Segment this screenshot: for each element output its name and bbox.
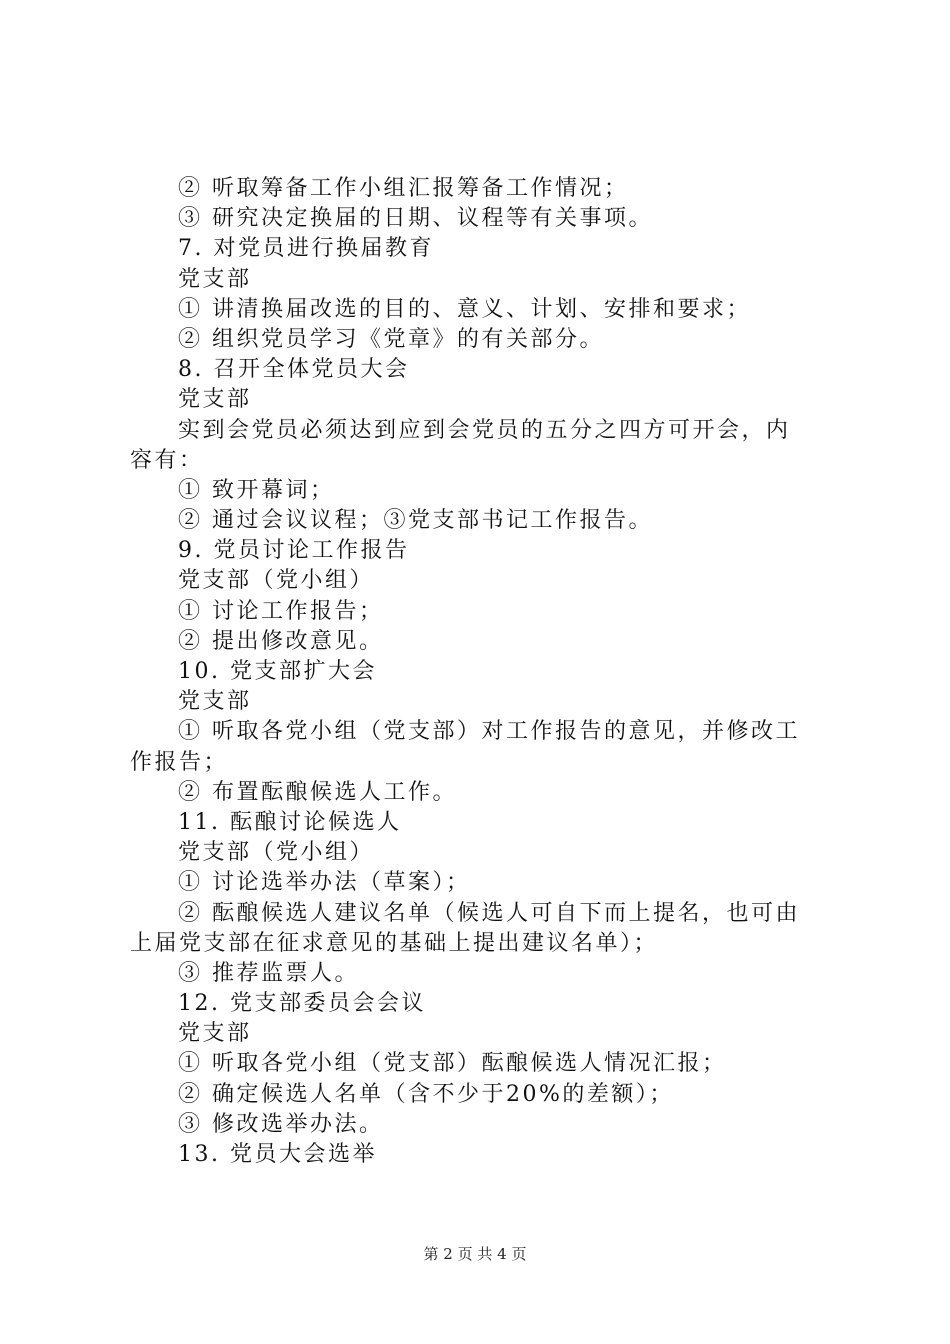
document-body	[130, 174, 830, 1170]
text-line: ① 听取各党小组（党支部）对工作报告的意见，并修改工	[178, 719, 800, 745]
text-line: ① 致开幕词；	[178, 477, 335, 503]
text-line: 10. 党支部扩大会	[178, 659, 377, 684]
text-line: ② 通过会议议程；③党支部书记工作报告。	[178, 508, 653, 534]
text-line: 9. 党员讨论工作报告	[178, 538, 410, 564]
text-line: ③ 推荐监票人。	[178, 960, 359, 986]
text-line: ② 布置酝酿候选人工作。	[178, 779, 457, 805]
text-line: 实到会党员必须达到应到会党员的五分之四方可开会，内	[178, 417, 791, 443]
text-line: 7. 对党员进行换届教育	[178, 236, 434, 262]
text-line: ② 提出修改意见。	[178, 628, 384, 654]
text-line: ① 讨论选举办法（草案）；	[178, 870, 471, 896]
text-line: ③ 研究决定换届的日期、议程等有关事项。	[178, 206, 653, 232]
text-line: 党支部	[178, 387, 252, 413]
text-line: 党支部	[178, 689, 252, 715]
text-line: ③ 修改选举办法。	[178, 1111, 384, 1137]
text-line: 8. 召开全体党员大会	[178, 357, 410, 383]
text-line: 党支部（党小组）	[178, 568, 375, 594]
text-line: 作报告；	[130, 749, 229, 775]
text-line: ① 讲清换届改选的目的、意义、计划、安排和要求；	[178, 296, 751, 322]
text-line: 党支部（党小组）	[178, 840, 375, 866]
text-line: ② 酝酿候选人建议名单（候选人可自下而上提名，也可由	[178, 900, 800, 926]
text-line: 上届党支部在征求意见的基础上提出建议名单）；	[130, 930, 659, 956]
text-line: 党支部	[178, 1021, 252, 1047]
text-line: ① 听取各党小组（党支部）酝酿候选人情况汇报；	[178, 1051, 727, 1077]
text-line: 11. 酝酿讨论候选人	[178, 809, 402, 835]
text-line: ② 确定候选人名单（含不少于20%的差额）；	[178, 1081, 674, 1107]
text-line: 13. 党员大会选举	[178, 1142, 377, 1167]
text-line: ① 讨论工作报告；	[178, 598, 384, 624]
text-line: 容有：	[130, 447, 204, 473]
text-line: 12. 党支部委员会会议	[178, 991, 426, 1017]
text-line: ② 组织党员学习《党章》的有关部分。	[178, 326, 604, 352]
text-line: 党支部	[178, 266, 252, 292]
text-line: ② 听取筹备工作小组汇报筹备工作情况；	[178, 176, 629, 201]
page-footer: 第 2 页 共 4 页	[423, 1245, 527, 1263]
